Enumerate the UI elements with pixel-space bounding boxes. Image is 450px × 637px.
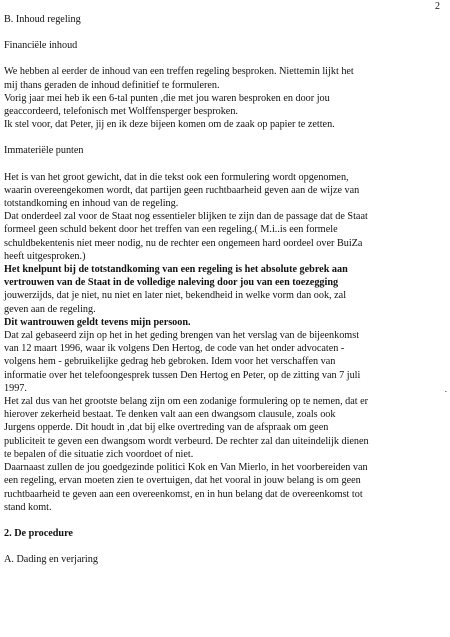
text-line: schuldbekentenis niet meer nodig, nu de rechter een ongemeen hard oordeel over BuiZa — [4, 237, 363, 249]
section-number: 2. — [4, 527, 12, 539]
text-line: formeel geen schuld bekent door het treffen van een regeling.( M.i..is een formele — [4, 224, 338, 236]
paragraph-financial — [4, 65, 444, 131]
text-line: volgens hem - gebruikelijke gedrag heb gebroken. Idem voor het verschaffen van — [4, 356, 336, 368]
text-line: geven aan de regeling. — [4, 303, 96, 315]
text-line-bold: Dit wantrouwen geldt tevens mijn persoon. — [4, 316, 191, 328]
text-line: Dat onderdeel zal voor de Staat nog essentieler blijken te zijn dan de passage dat de Staat — [4, 211, 368, 223]
text-line: een regeling, ervan moeten zien te overtuigen, dat het vooral in jouw belang is om geen — [4, 475, 361, 487]
text-line: geaccordeerd, telefonisch met Wolffensperger besproken. — [4, 106, 238, 118]
text-line: Het zal dus van het grootste belang zijn om een zodanige formulering op te nemen, dat er — [4, 396, 369, 408]
text-line: hierover zekerheid bestaat. Te denken valt aan een dwangsom clausule, zoals ook — [4, 409, 336, 421]
text-line-bold: vertrouwen van de Staat in de volledige naleving door jou van een toezegging — [4, 277, 339, 289]
text-line: van 12 maart 1996, waar ik volgens Den Hertog, de code van het onder advocaten - — [4, 343, 345, 355]
paragraph-immaterial — [4, 171, 444, 514]
text-line: te bepalen of die situatie zich voordoet of niet. — [4, 448, 194, 460]
subheading-a: A. Dading en verjaring — [4, 554, 98, 566]
text-line: Dat zal gebaseerd zijn op het in het geding brengen van het verslag van de bijeenkomst — [4, 330, 360, 342]
text-line: We hebben al eerder de inhoud van een treffen regeling besproken. Niettemin lijkt het — [4, 66, 354, 78]
text-line: informatie over het telefoongesprek tussen Den Hertog en Peter, op de zitting van 7 juli — [4, 369, 361, 381]
section-heading-2 — [4, 527, 444, 540]
section-title: De procedure — [14, 527, 73, 539]
text-line: 1997. — [4, 382, 27, 394]
text-line: totstandkoming en inhoud van de regeling. — [4, 198, 179, 210]
section-heading-b: B. Inhoud regeling — [4, 14, 81, 25]
document-body — [4, 13, 444, 579]
text-line: heeft uitgesproken.) — [4, 250, 86, 262]
text-line: mij thans geraden de inhoud definitief te formuleren. — [4, 79, 220, 91]
text-line: Ik stel voor, dat Peter, jij en ik deze bijeen komen om de zaak op papier te zetten. — [4, 119, 335, 131]
text-line: Vorig jaar mei heb ik een 6-tal punten ,die met jou waren besproken en door jou — [4, 92, 330, 104]
subheading-financial: Financiële inhoud — [4, 40, 78, 52]
page-number: 2 — [435, 1, 440, 12]
subheading-immaterial: Immateriële punten — [4, 145, 84, 157]
text-line: stand komt. — [4, 501, 52, 513]
text-line-bold: Het knelpunt bij de totstandkoming van een regeling is het absolute gebrek aan — [4, 264, 348, 276]
text-line: Het is van het groot gewicht, dat in die tekst ook een formulering wordt opgenomen, — [4, 171, 349, 183]
text-line: ruchtbaarheid te geven aan een overeenkomst, en in hun belang dat de overeenkomst tot — [4, 488, 363, 500]
text-line: waarin overeengekomen wordt, dat partijen geen ruchtbaarheid geven aan de wijze van — [4, 184, 360, 196]
text-line: jouwerzijds, dat je niet, nu niet en later niet, bekendheid in welke vorm dan ook, zal — [4, 290, 347, 302]
text-line: publiciteit te geven een dwangsom wordt verbeurd. De rechter zal dan uiteindelijk dienen — [4, 435, 369, 447]
text-line: Jurgens opperde. Dit houdt in ,dat bij elke overtreding van de afspraak om geen — [4, 422, 329, 434]
text-line: Daarnaast zullen de jou goedgezinde politici Kok en Van Mierlo, in het voorbereiden van — [4, 462, 368, 474]
margin-mark: . — [444, 384, 447, 394]
